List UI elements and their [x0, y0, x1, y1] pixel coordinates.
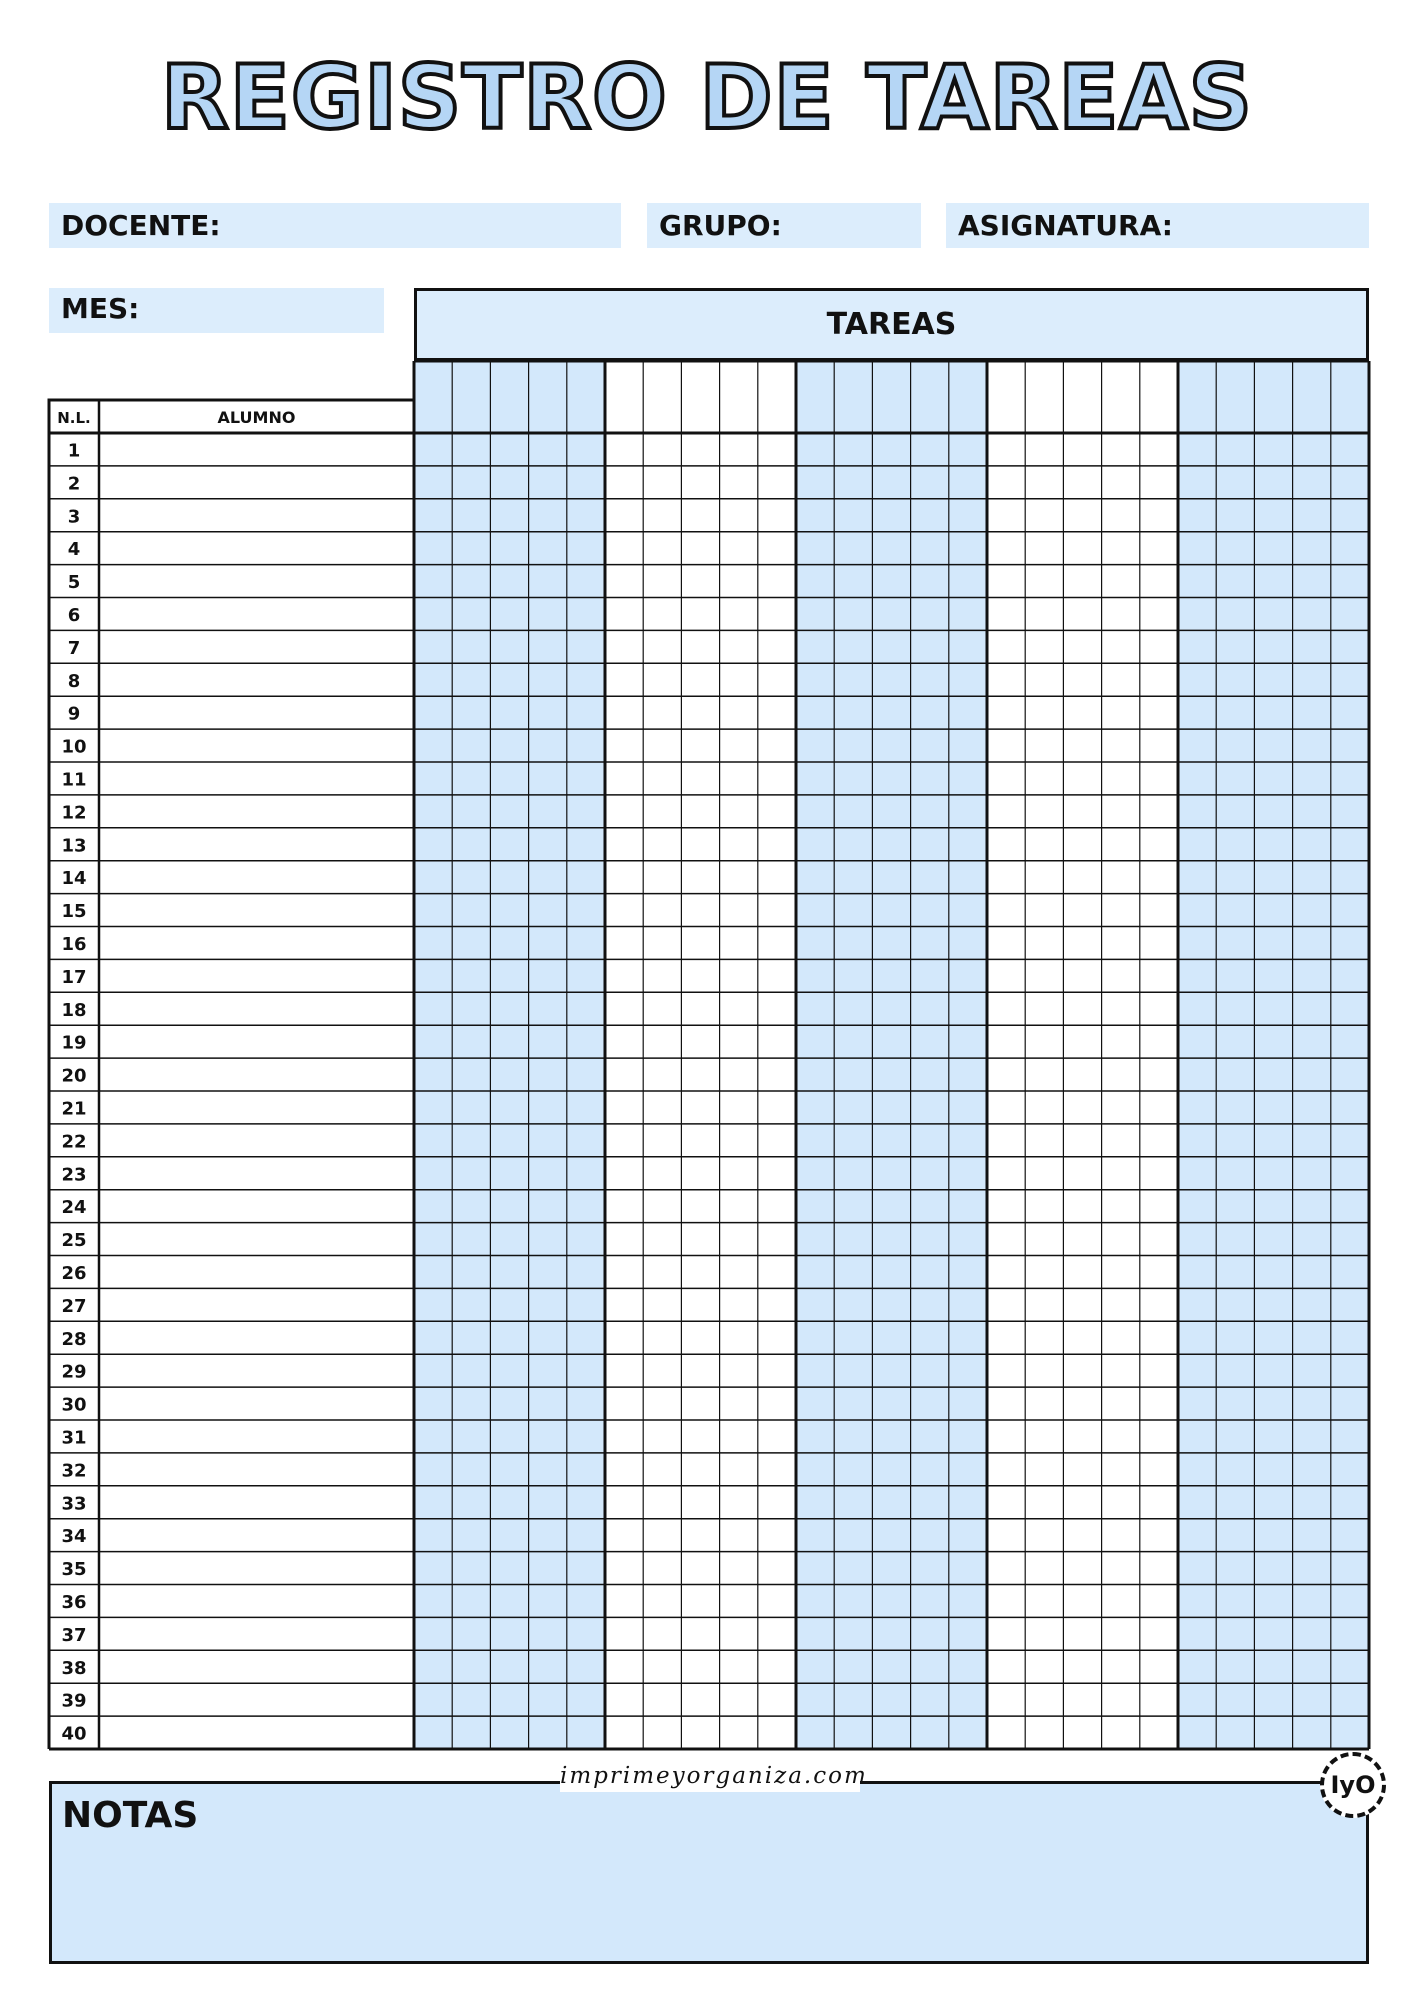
- asignatura-field[interactable]: ASIGNATURA:: [946, 203, 1369, 248]
- row-number: 32: [61, 1460, 87, 1482]
- task-group-4: [987, 361, 1178, 1749]
- row-number: 12: [61, 802, 87, 824]
- row-number: 19: [61, 1032, 87, 1054]
- row-number: 40: [61, 1723, 87, 1745]
- task-group-5: [1178, 361, 1369, 1749]
- row-number: 37: [61, 1624, 87, 1646]
- row-number: 20: [61, 1065, 87, 1087]
- row-number: 7: [67, 637, 81, 659]
- row-number: 27: [61, 1295, 87, 1317]
- col-header-nl: N.L.: [57, 409, 91, 427]
- row-number: 5: [67, 572, 81, 594]
- row-number: 25: [61, 1230, 87, 1252]
- row-number: 18: [61, 999, 87, 1021]
- row-number: 26: [61, 1262, 87, 1284]
- row-number: 17: [61, 966, 87, 988]
- row-number: 30: [61, 1394, 87, 1416]
- row-number: 35: [61, 1559, 87, 1581]
- row-number: 13: [61, 835, 87, 857]
- row-number: 36: [61, 1591, 87, 1613]
- row-number: 8: [67, 670, 81, 692]
- row-number: 16: [61, 933, 87, 955]
- row-number: 15: [61, 901, 87, 923]
- row-number: 6: [67, 604, 81, 626]
- row-number: 33: [61, 1493, 87, 1515]
- task-group-2: [605, 361, 796, 1749]
- row-number: 14: [61, 868, 87, 890]
- row-number: 4: [67, 539, 81, 561]
- row-number: 1: [67, 440, 81, 462]
- row-number: 28: [61, 1328, 87, 1350]
- grupo-field[interactable]: GRUPO:: [647, 203, 921, 248]
- row-number: 34: [61, 1526, 87, 1548]
- row-number: 21: [61, 1098, 87, 1120]
- logo-icon: IyO: [1320, 1752, 1386, 1818]
- tareas-header: TAREAS: [414, 288, 1369, 361]
- notas-label: NOTAS: [62, 1795, 199, 1836]
- row-number: 9: [67, 703, 81, 725]
- row-number: 2: [67, 473, 81, 495]
- row-number: 38: [61, 1657, 87, 1679]
- col-header-alumno: ALUMNO: [217, 408, 296, 427]
- row-number: 11: [61, 769, 87, 791]
- row-number: 23: [61, 1164, 87, 1186]
- row-number: 31: [61, 1427, 87, 1449]
- notas-box[interactable]: [49, 1781, 1369, 1964]
- website-link: imprimeyorganiza.com: [560, 1760, 860, 1792]
- task-group-3: [796, 361, 987, 1749]
- row-number: 24: [61, 1197, 87, 1219]
- row-number: 10: [61, 736, 87, 758]
- task-group-1: [414, 361, 605, 1749]
- row-number: 22: [61, 1131, 87, 1153]
- row-number: 3: [67, 506, 81, 528]
- mes-field[interactable]: MES:: [49, 288, 384, 333]
- docente-field[interactable]: DOCENTE:: [49, 203, 621, 248]
- row-number: 29: [61, 1361, 87, 1383]
- page-title: REGISTRO DE TAREAS: [161, 46, 1253, 149]
- row-number: 39: [61, 1690, 87, 1712]
